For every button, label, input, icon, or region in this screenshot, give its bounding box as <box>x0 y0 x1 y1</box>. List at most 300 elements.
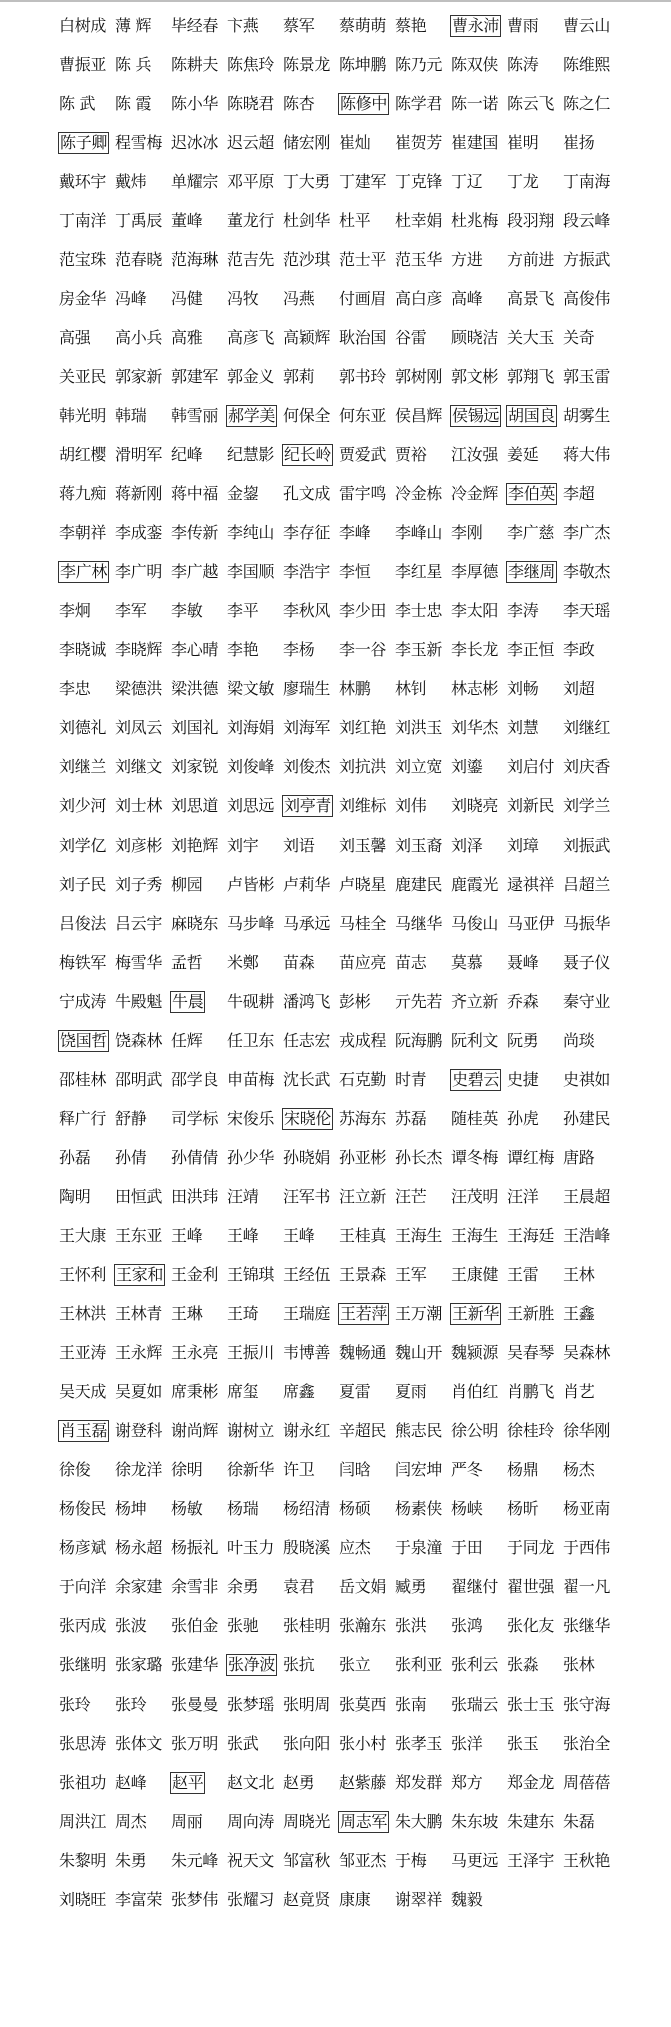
name-text: 丁大勇 <box>283 171 331 191</box>
name-text: 宁成涛 <box>59 991 107 1011</box>
name-text: 史碧云 <box>452 1069 500 1089</box>
name-cell <box>394 1773 450 1793</box>
name-text: 孙虎 <box>507 1108 539 1128</box>
name-cell <box>450 289 506 309</box>
name-cell <box>226 1226 282 1246</box>
name-cell <box>506 1577 562 1597</box>
name-cell <box>114 328 170 348</box>
name-text: 刘庆香 <box>563 757 611 777</box>
name-text: 胡国良 <box>508 405 556 425</box>
name-text: 马桂全 <box>339 913 387 933</box>
name-text: 苗志 <box>395 952 427 972</box>
name-cell <box>338 133 394 153</box>
name-cell <box>338 250 394 270</box>
name-cell <box>450 914 506 934</box>
name-cell <box>226 875 282 895</box>
name-row <box>58 1177 618 1216</box>
name-text: 毕经春 <box>171 15 219 35</box>
name-cell <box>114 55 170 75</box>
name-text: 沈长武 <box>283 1069 331 1089</box>
name-text: 周向涛 <box>227 1811 275 1831</box>
name-text: 彭彬 <box>339 991 371 1011</box>
name-cell <box>338 211 394 231</box>
name-cell <box>282 914 338 934</box>
name-text: 耿治国 <box>339 327 387 347</box>
name-cell <box>282 250 338 270</box>
name-text: 李广明 <box>115 562 163 582</box>
name-text: 王金利 <box>171 1265 219 1285</box>
name-text: 王泽宇 <box>507 1850 555 1870</box>
name-text: 曹雨 <box>507 15 539 35</box>
name-cell <box>58 172 114 192</box>
name-text: 高强 <box>59 327 91 347</box>
name-text: 郭玉雷 <box>563 366 611 386</box>
name-cell <box>114 1109 170 1129</box>
name-text: 刘国礼 <box>171 718 219 738</box>
name-row <box>58 1724 618 1763</box>
name-text: 董峰 <box>171 210 203 230</box>
name-row <box>58 123 618 162</box>
name-row <box>58 1880 618 1919</box>
name-cell <box>170 1538 226 1558</box>
name-cell <box>58 796 114 816</box>
name-text: 张洪 <box>395 1616 427 1636</box>
name-text: 马亚伊 <box>507 913 555 933</box>
name-cell <box>506 992 562 1012</box>
name-cell <box>562 55 618 75</box>
name-text: 高颖辉 <box>283 327 331 347</box>
name-cell <box>562 679 618 699</box>
name-text: 臧勇 <box>395 1577 427 1597</box>
name-text: 李超 <box>563 484 595 504</box>
name-text: 张伯金 <box>171 1616 219 1636</box>
name-cell-highlighted <box>282 1108 338 1130</box>
name-text: 肖鹏飞 <box>507 1382 555 1402</box>
name-row <box>58 1529 618 1568</box>
name-text: 汪洋 <box>507 1186 539 1206</box>
name-cell <box>170 1382 226 1402</box>
name-cell <box>562 1382 618 1402</box>
name-cell <box>226 679 282 699</box>
name-text: 郑金龙 <box>507 1772 555 1792</box>
name-cell <box>562 1616 618 1636</box>
name-text: 徐俊 <box>59 1460 91 1480</box>
name-text: 李敏 <box>171 601 203 621</box>
name-cell <box>170 94 226 114</box>
name-text: 张小村 <box>339 1733 387 1753</box>
name-cell <box>58 523 114 543</box>
name-cell <box>226 1499 282 1519</box>
name-cell <box>338 55 394 75</box>
name-text: 戴炜 <box>115 171 147 191</box>
name-cell <box>114 914 170 934</box>
name-text: 杨绍清 <box>283 1499 331 1519</box>
name-text: 马步峰 <box>227 913 275 933</box>
name-cell <box>282 1538 338 1558</box>
name-cell <box>394 992 450 1012</box>
name-text: 迟冰冰 <box>171 132 219 152</box>
name-text: 逯祺祥 <box>507 874 555 894</box>
name-text: 孙少华 <box>227 1147 275 1167</box>
name-cell <box>226 1343 282 1363</box>
name-text: 史捷 <box>507 1069 539 1089</box>
name-text: 肖伯红 <box>451 1382 499 1402</box>
name-text: 谷雷 <box>395 327 427 347</box>
name-cell <box>450 1616 506 1636</box>
name-text: 刘洪玉 <box>395 718 443 738</box>
name-text: 李富荣 <box>115 1889 163 1909</box>
name-text: 刘晓旺 <box>59 1889 107 1909</box>
name-text: 张林 <box>563 1655 595 1675</box>
name-text: 余勇 <box>227 1577 259 1597</box>
name-cell <box>450 1109 506 1129</box>
name-text: 张桂明 <box>283 1616 331 1636</box>
name-text: 杨峡 <box>451 1499 483 1519</box>
name-cell <box>114 1031 170 1051</box>
name-text: 段羽翔 <box>507 210 555 230</box>
name-text: 冯健 <box>171 288 203 308</box>
name-text: 刘泽 <box>451 835 483 855</box>
name-cell <box>226 1031 282 1051</box>
name-cell <box>226 328 282 348</box>
name-text: 李军 <box>115 601 147 621</box>
name-cell <box>282 1695 338 1715</box>
name-cell <box>506 211 562 231</box>
name-text: 张利云 <box>451 1655 499 1675</box>
name-text: 陈 武 <box>59 93 96 113</box>
name-text: 李峰山 <box>395 523 443 543</box>
name-cell <box>562 601 618 621</box>
name-text: 苗应亮 <box>339 952 387 972</box>
name-cell <box>58 757 114 777</box>
name-text: 岳文娟 <box>339 1577 387 1597</box>
name-cell <box>394 133 450 153</box>
name-text: 张玲 <box>115 1694 147 1714</box>
name-text: 梅雪华 <box>115 952 163 972</box>
name-cell <box>338 1109 394 1129</box>
name-row <box>58 982 618 1021</box>
name-cell-highlighted <box>338 1303 394 1325</box>
name-text: 李敬杰 <box>563 562 611 582</box>
name-cell <box>282 94 338 114</box>
name-text: 王峰 <box>171 1225 203 1245</box>
name-text: 李广杰 <box>563 523 611 543</box>
name-cell <box>562 718 618 738</box>
name-cell <box>226 211 282 231</box>
name-text: 杨振礼 <box>171 1538 219 1558</box>
name-cell <box>282 836 338 856</box>
name-text: 杨永超 <box>115 1538 163 1558</box>
name-text: 于同龙 <box>507 1538 555 1558</box>
name-cell <box>58 914 114 934</box>
name-cell <box>338 406 394 426</box>
name-text: 范士平 <box>339 249 387 269</box>
name-text: 赵紫藤 <box>339 1772 387 1792</box>
name-text: 刘继文 <box>115 757 163 777</box>
name-text: 张继明 <box>59 1655 107 1675</box>
name-cell <box>394 172 450 192</box>
name-text: 杨敏 <box>171 1499 203 1519</box>
name-cell <box>338 1460 394 1480</box>
name-text: 李伯英 <box>508 484 556 504</box>
name-text: 席玺 <box>227 1382 259 1402</box>
name-cell <box>506 367 562 387</box>
name-text: 乔森 <box>507 991 539 1011</box>
name-cell <box>338 1148 394 1168</box>
name-cell <box>58 1265 114 1285</box>
name-cell <box>282 1187 338 1207</box>
name-cell <box>282 1734 338 1754</box>
name-cell <box>170 1070 226 1090</box>
name-cell <box>282 1499 338 1519</box>
name-cell <box>338 601 394 621</box>
name-cell <box>282 1226 338 1246</box>
name-text: 李广林 <box>60 562 108 582</box>
name-text: 刘继兰 <box>59 757 107 777</box>
name-text: 范海琳 <box>171 249 219 269</box>
name-row <box>58 396 618 435</box>
name-cell <box>114 1577 170 1597</box>
name-cell <box>114 16 170 36</box>
name-text: 谭冬梅 <box>451 1147 499 1167</box>
name-text: 刘红艳 <box>339 718 387 738</box>
name-text: 马俊山 <box>451 913 499 933</box>
name-text: 高雅 <box>171 327 203 347</box>
name-text: 王振川 <box>227 1343 275 1363</box>
name-cell <box>394 16 450 36</box>
name-cell <box>506 1070 562 1090</box>
name-text: 郭翔飞 <box>507 366 555 386</box>
name-text: 苏磊 <box>395 1108 427 1128</box>
name-cell <box>58 836 114 856</box>
name-cell <box>506 1265 562 1285</box>
name-text: 刘思道 <box>171 796 219 816</box>
name-cell-highlighted <box>338 93 394 115</box>
name-cell <box>226 94 282 114</box>
name-text: 任志宏 <box>283 1030 331 1050</box>
name-cell <box>58 1773 114 1793</box>
name-cell <box>450 133 506 153</box>
name-cell <box>506 875 562 895</box>
name-cell <box>170 133 226 153</box>
name-cell <box>450 211 506 231</box>
name-text: 魏山开 <box>395 1343 443 1363</box>
name-text: 范春晓 <box>115 249 163 269</box>
name-cell <box>506 1109 562 1129</box>
name-cell <box>282 1616 338 1636</box>
name-cell <box>170 172 226 192</box>
name-text: 曹永沛 <box>452 15 500 35</box>
name-cell <box>114 757 170 777</box>
name-text: 赵文北 <box>227 1772 275 1792</box>
name-text: 许卫 <box>283 1460 315 1480</box>
name-cell <box>114 1226 170 1246</box>
name-text: 卢莉华 <box>283 874 331 894</box>
name-text: 吕云宇 <box>115 913 163 933</box>
name-cell <box>338 1695 394 1715</box>
name-text: 丁龙 <box>507 171 539 191</box>
name-text: 李玉新 <box>395 640 443 660</box>
name-text: 崔贺芳 <box>395 132 443 152</box>
name-text: 冯牧 <box>227 288 259 308</box>
name-cell <box>562 1499 618 1519</box>
name-cell <box>338 523 394 543</box>
name-cell <box>562 250 618 270</box>
name-text: 孙倩倩 <box>171 1147 219 1167</box>
name-text: 刘超 <box>563 679 595 699</box>
name-text: 张建华 <box>171 1655 219 1675</box>
name-cell <box>282 953 338 973</box>
name-text: 朱磊 <box>563 1811 595 1831</box>
name-cell <box>506 1148 562 1168</box>
name-text: 刘新民 <box>507 796 555 816</box>
name-cell <box>282 1577 338 1597</box>
name-row <box>58 201 618 240</box>
name-text: 冯峰 <box>115 288 147 308</box>
name-text: 李晓辉 <box>115 640 163 660</box>
name-text: 石克勤 <box>339 1069 387 1089</box>
name-cell <box>450 875 506 895</box>
name-text: 赵勇 <box>283 1772 315 1792</box>
name-cell <box>506 55 562 75</box>
name-cell-highlighted <box>114 1264 170 1286</box>
name-text: 郭家新 <box>115 366 163 386</box>
name-text: 席秉彬 <box>171 1382 219 1402</box>
name-cell <box>58 1226 114 1246</box>
name-row <box>58 1646 618 1685</box>
name-cell <box>506 1031 562 1051</box>
name-cell <box>58 1070 114 1090</box>
name-cell <box>114 445 170 465</box>
name-text: 冷金栋 <box>395 484 443 504</box>
name-cell <box>282 484 338 504</box>
name-text: 刘家锐 <box>171 757 219 777</box>
name-text: 赵平 <box>172 1772 204 1792</box>
name-text: 何保全 <box>283 405 331 425</box>
name-cell <box>394 1812 450 1832</box>
name-cell <box>450 679 506 699</box>
name-cell <box>450 1148 506 1168</box>
name-cell <box>450 1812 506 1832</box>
name-cell <box>394 367 450 387</box>
name-cell <box>562 133 618 153</box>
name-text: 侯昌辉 <box>395 405 443 425</box>
name-text: 蔡萌萌 <box>339 15 387 35</box>
name-text: 赵竟贤 <box>283 1889 331 1909</box>
name-text: 田恒武 <box>115 1186 163 1206</box>
name-cell <box>338 679 394 699</box>
name-text: 刘晓亮 <box>451 796 499 816</box>
name-text: 杨硕 <box>339 1499 371 1519</box>
name-cell <box>562 1695 618 1715</box>
name-cell <box>506 914 562 934</box>
name-cell <box>506 757 562 777</box>
name-cell <box>114 523 170 543</box>
name-text: 陈乃元 <box>395 54 443 74</box>
name-text: 陈一诺 <box>451 93 499 113</box>
name-text: 杜平 <box>339 210 371 230</box>
name-text: 陈双侠 <box>451 54 499 74</box>
name-text: 谢尚辉 <box>171 1421 219 1441</box>
name-text: 蒋九痴 <box>59 484 107 504</box>
name-text: 张思涛 <box>59 1733 107 1753</box>
name-row <box>58 1841 618 1880</box>
name-cell <box>170 1734 226 1754</box>
name-cell <box>114 1538 170 1558</box>
name-text: 付画眉 <box>339 288 387 308</box>
name-cell <box>58 55 114 75</box>
name-text: 江汝强 <box>451 445 499 465</box>
name-text: 王瑞庭 <box>283 1304 331 1324</box>
name-text: 阮利文 <box>451 1030 499 1050</box>
name-text: 姜延 <box>507 445 539 465</box>
name-cell <box>562 1265 618 1285</box>
name-text: 陈云飞 <box>507 93 555 113</box>
name-text: 张武 <box>227 1733 259 1753</box>
name-cell <box>114 211 170 231</box>
name-text: 杨素侠 <box>395 1499 443 1519</box>
name-cell <box>170 367 226 387</box>
name-cell <box>58 484 114 504</box>
name-text: 邵学良 <box>171 1069 219 1089</box>
name-cell <box>394 94 450 114</box>
name-text: 王怀利 <box>59 1265 107 1285</box>
name-cell <box>58 1187 114 1207</box>
name-text: 王林青 <box>115 1304 163 1324</box>
name-text: 范玉华 <box>395 249 443 269</box>
name-text: 杨坤 <box>115 1499 147 1519</box>
name-text: 田洪玮 <box>171 1186 219 1206</box>
name-cell <box>506 640 562 660</box>
name-text: 熊志民 <box>395 1421 443 1441</box>
name-cell <box>282 523 338 543</box>
name-text: 张丙成 <box>59 1616 107 1636</box>
name-cell <box>562 1773 618 1793</box>
name-text: 张向阳 <box>283 1733 331 1753</box>
name-cell <box>170 1343 226 1363</box>
name-text: 陈焦玲 <box>227 54 275 74</box>
name-cell <box>114 1304 170 1324</box>
name-cell <box>58 289 114 309</box>
name-cell <box>170 679 226 699</box>
name-cell <box>506 836 562 856</box>
name-cell <box>450 562 506 582</box>
name-cell <box>282 1343 338 1363</box>
name-text: 白树成 <box>59 15 107 35</box>
name-cell <box>282 172 338 192</box>
name-cell <box>450 484 506 504</box>
name-row <box>58 6 618 45</box>
name-text: 谢树立 <box>227 1421 275 1441</box>
name-cell <box>338 992 394 1012</box>
name-text: 崔扬 <box>563 132 595 152</box>
name-text: 徐华刚 <box>563 1421 611 1441</box>
name-cell <box>394 1499 450 1519</box>
name-text: 刘亭青 <box>284 796 332 816</box>
name-text: 邹富秋 <box>283 1850 331 1870</box>
name-cell <box>506 1460 562 1480</box>
name-text: 梁洪德 <box>171 679 219 699</box>
name-cell <box>58 679 114 699</box>
name-text: 魏颍源 <box>451 1343 499 1363</box>
name-text: 夏雷 <box>339 1382 371 1402</box>
name-text: 席鑫 <box>283 1382 315 1402</box>
name-text: 李纯山 <box>227 523 275 543</box>
name-text: 翟继付 <box>451 1577 499 1597</box>
name-cell <box>562 796 618 816</box>
name-text: 杨亚南 <box>563 1499 611 1519</box>
name-text: 张南 <box>395 1694 427 1714</box>
